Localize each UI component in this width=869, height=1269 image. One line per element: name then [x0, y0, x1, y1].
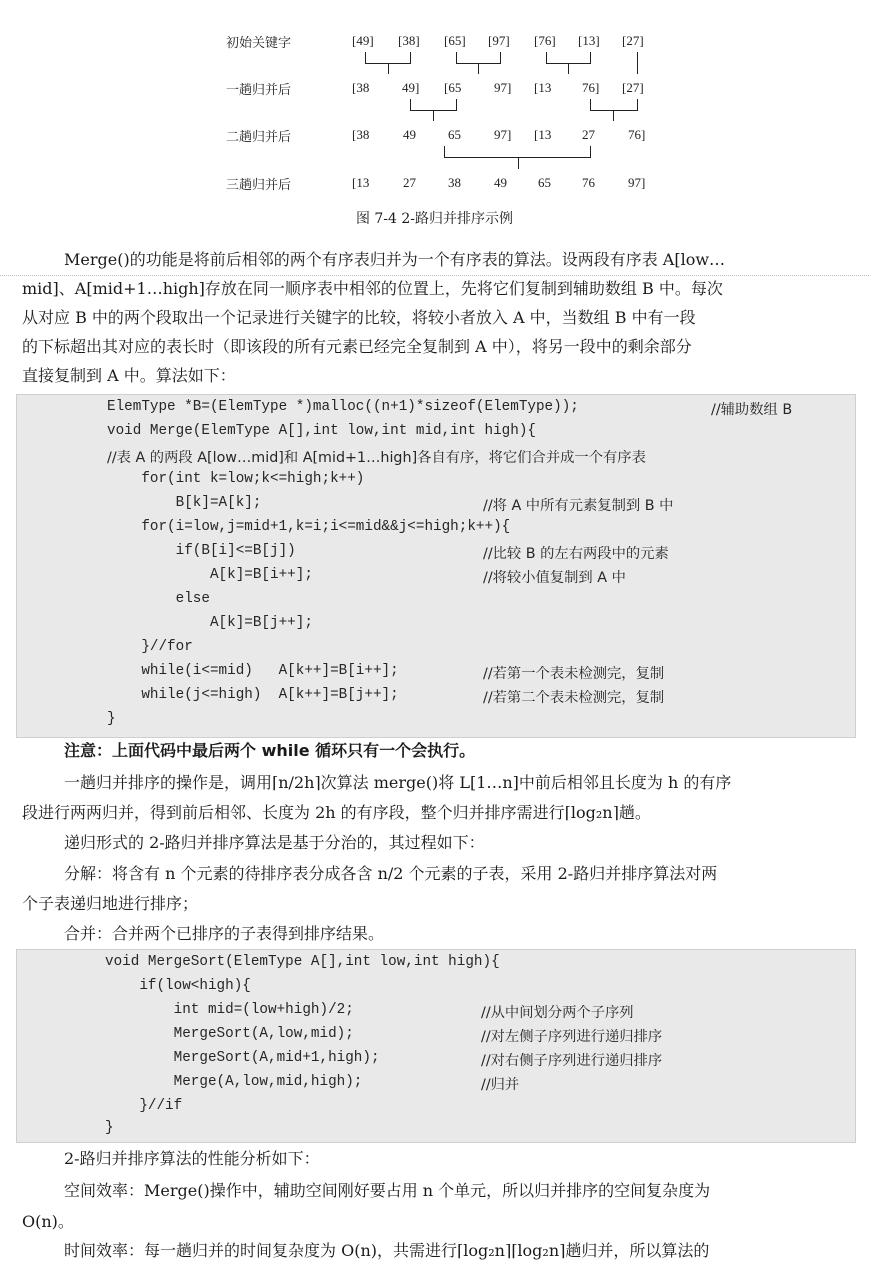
figure-cell: 38	[448, 175, 461, 190]
code-line: }//if	[105, 1098, 183, 1114]
figure-cell: 76	[582, 175, 595, 190]
figure-cell: [97]	[488, 33, 510, 48]
code-line: for(i=low,j=mid+1,k=i;i<=mid&&j<=high;k++){	[107, 519, 511, 535]
merge-connector	[478, 63, 479, 74]
figure-cell: 76]	[582, 80, 600, 95]
paragraph-line: 一趟归并排序的操作是，调用⌈n/2h⌉次算法 merge()将 L[1…n]中前后相邻且长度为 h 的有序	[64, 773, 732, 792]
paragraph-line: 段进行两两归并，得到前后相邻、长度为 2h 的有序段，整个归并排序需进行⌈log₂n⌉趟。	[22, 803, 651, 822]
code-comment: //辅助数组 B	[711, 402, 793, 418]
figure-cell: [65	[444, 80, 462, 95]
paragraph-line: 个子表递归地进行排序；	[22, 894, 199, 913]
paragraph-line: 合并：合并两个已排序的子表得到排序结果。	[64, 924, 385, 943]
figure-cell: [13	[534, 80, 552, 95]
merge-connector	[388, 63, 389, 74]
code-line: B[k]=A[k];	[107, 495, 262, 511]
merge-connector	[518, 157, 519, 169]
merge-connector	[433, 110, 434, 121]
row-label-initial: 初始关键字	[226, 36, 292, 51]
figure-cell: [27]	[622, 80, 644, 95]
code-comment: //对右侧子序列进行递归排序	[481, 1053, 663, 1069]
figure-cell: [27]	[622, 33, 644, 48]
code-line: A[k]=B[i++];	[107, 567, 313, 583]
merge-connector	[568, 63, 569, 74]
code-comment: //表 A 的两段 A[low…mid]和 A[mid+1…high]各自有序，将它们合并成一个有序表	[107, 450, 646, 466]
figure-cell: [13	[534, 127, 552, 142]
figure-cell: [76]	[534, 33, 556, 48]
figure-cell: 49	[494, 175, 507, 190]
figure-cell: [65]	[444, 33, 466, 48]
figure-cell: [38]	[398, 33, 420, 48]
paragraph-line: 直接复制到 A 中。算法如下：	[22, 366, 236, 385]
figure-cell: 65	[448, 127, 461, 142]
code-comment: //若第二个表未检测完，复制	[483, 690, 665, 706]
paragraph-line: 空间效率：Merge()操作中，辅助空间刚好要占用 n 个单元，所以归并排序的空间复杂度为	[64, 1181, 711, 1200]
mergesort-code-block	[16, 949, 856, 1143]
row-label-pass2: 二趟归并后	[226, 130, 292, 145]
figure-cell: [13	[352, 175, 370, 190]
merge-code-block	[16, 394, 856, 738]
code-line: if(B[i]<=B[j])	[107, 543, 296, 559]
figure-cell: 97]	[628, 175, 646, 190]
code-comment: //从中间划分两个子序列	[481, 1005, 634, 1021]
code-line: A[k]=B[j++];	[107, 615, 313, 631]
figure-cell: 49]	[402, 80, 420, 95]
row-label-pass1: 一趟归并后	[226, 83, 292, 98]
figure-cell: 27	[582, 127, 595, 142]
figure-cell: 76]	[628, 127, 646, 142]
code-line: for(int k=low;k<=high;k++)	[107, 471, 365, 487]
code-line: while(j<=high) A[k++]=B[j++];	[107, 687, 399, 703]
figure-cell: [49]	[352, 33, 374, 48]
code-line: }//for	[107, 639, 193, 655]
note-text: 注意：上面代码中最后两个 while 循环只有一个会执行。	[64, 741, 476, 760]
code-line: int mid=(low+high)/2;	[105, 1002, 354, 1018]
code-comment: //比较 B 的左右两段中的元素	[483, 546, 669, 562]
code-line: MergeSort(A,mid+1,high);	[105, 1050, 380, 1066]
paragraph-line: O(n)。	[22, 1212, 74, 1231]
code-line: Merge(A,low,mid,high);	[105, 1074, 363, 1090]
figure-cell: 97]	[494, 127, 512, 142]
merge-connector	[590, 110, 638, 111]
figure-cell: [38	[352, 80, 370, 95]
merge-connector	[613, 110, 614, 121]
code-line: else	[107, 591, 210, 607]
row-label-pass3: 三趟归并后	[226, 178, 292, 193]
paragraph-line: Merge()的功能是将前后相邻的两个有序表归并为一个有序表的算法。设两段有序表 A[low…	[64, 250, 726, 269]
code-line: }	[105, 1120, 114, 1136]
divider	[0, 275, 869, 276]
paragraph-line: 分解：将含有 n 个元素的待排序表分成各含 n/2 个元素的子表，采用 2-路归并排序算法对两	[64, 864, 718, 883]
code-comment: //对左侧子序列进行递归排序	[481, 1029, 663, 1045]
code-comment: //归并	[481, 1077, 520, 1093]
paragraph-line: 递归形式的 2-路归并排序算法是基于分治的，其过程如下：	[64, 833, 485, 852]
figure-cell: [38	[352, 127, 370, 142]
figure-cell: 97]	[494, 80, 512, 95]
paragraph-line: 的下标超出其对应的表长时（即该段的所有元素已经完全复制到 A 中），将另一段中的剩余部分	[22, 337, 692, 356]
merge-connector	[637, 52, 638, 74]
paragraph-line: 2-路归并排序算法的性能分析如下：	[64, 1149, 320, 1168]
code-comment: //将较小值复制到 A 中	[483, 570, 626, 586]
code-line: void Merge(ElemType A[],int low,int mid,int high){	[107, 423, 536, 439]
figure-cell: 27	[403, 175, 416, 190]
figure-cell: 49	[403, 127, 416, 142]
code-line: if(low<high){	[105, 978, 251, 994]
figure-cell: 65	[538, 175, 551, 190]
code-line: ElemType *B=(ElemType *)malloc((n+1)*sizeof(ElemType));	[107, 399, 588, 415]
code-comment: //若第一个表未检测完，复制	[483, 666, 665, 682]
paragraph-line: mid]、A[mid+1…high]存放在同一顺序表中相邻的位置上，先将它们复制到辅助数组 B 中。每次	[22, 279, 723, 298]
code-line: void MergeSort(ElemType A[],int low,int high){	[105, 954, 500, 970]
code-line: }	[107, 711, 116, 727]
figure-caption: 图 7-4 2-路归并排序示例	[355, 211, 514, 227]
paragraph-line: 时间效率：每一趟归并的时间复杂度为 O(n)，共需进行⌈log₂n⌉⌈log₂n⌉趟归并，所以算法的	[64, 1241, 710, 1260]
code-line: MergeSort(A,low,mid);	[105, 1026, 354, 1042]
code-comment: //将 A 中所有元素复制到 B 中	[483, 498, 674, 514]
code-line: while(i<=mid) A[k++]=B[i++];	[107, 663, 399, 679]
figure-cell: [13]	[578, 33, 600, 48]
paragraph-line: 从对应 B 中的两个段取出一个记录进行关键字的比较，将较小者放入 A 中，当数组 B 中有一段	[22, 308, 696, 327]
